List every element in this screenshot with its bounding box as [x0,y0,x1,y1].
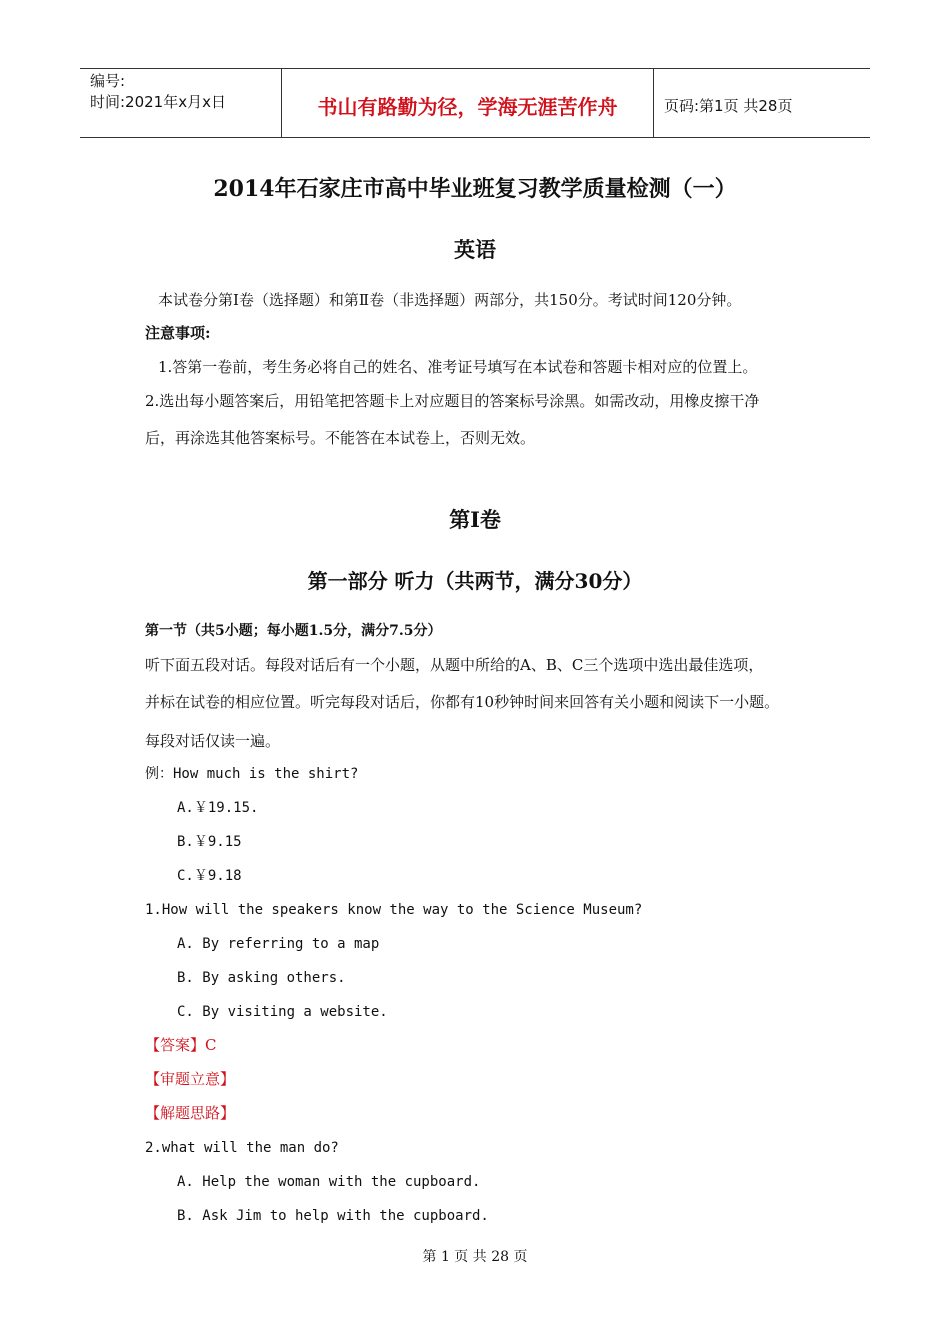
question-1-intent: 【审题立意】 [145,1070,236,1088]
question-2-option-b: B. Ask Jim to help with the cupboard. [177,1208,489,1224]
question-1-idea: 【解题思路】 [145,1104,236,1122]
question-1-option-b: B. By asking others. [177,970,346,986]
question-1: 1.How will the speakers know the way to the Science Museum? [145,902,643,918]
question-1-answer: 【答案】C [145,1036,217,1054]
example-option-b: B.￥9.15 [177,834,242,850]
subject-title: 英语 [454,237,496,262]
question-1-option-a: A. By referring to a map [177,936,380,952]
section-instruction-1: 听下面五段对话。每段对话后有一个小题，从题中所给的A、B、C三个选项中选出最佳选项， [145,656,764,674]
question-2: 2.what will the man do? [145,1140,339,1156]
example-question: 例：How much is the shirt? [145,766,359,782]
intro-text: 本试卷分第Ⅰ卷（选择题）和第Ⅱ卷（非选择题）两部分，共150分。考试时间120分钟。 [158,291,742,309]
page-header [80,68,870,138]
header-page-info: 页码:第1页 共28页 [664,96,793,115]
header-meta [80,69,282,137]
notes-item-2-line-2: 后，再涂选其他答案标号。不能答在本试卷上，否则无效。 [145,429,536,447]
question-2-option-a: A. Help the woman with the cupboard. [177,1174,481,1190]
time-label: 时间:2021年x月x日 [90,93,226,111]
section-heading: 第一节（共5小题；每小题1.5分，满分7.5分） [145,623,442,639]
page-footer: 第 1 页 共 28 页 [422,1249,528,1265]
notes-item-2-line-1: 2.选出每小题答案后，用铅笔把答题卡上对应题目的答案标号涂黑。如需改动，用橡皮擦干净 [145,392,760,410]
number-label: 编号: [90,72,126,90]
example-option-a: A.￥19.15. [177,800,259,816]
example-option-c: C.￥9.18 [177,868,242,884]
notes-heading: 注意事项: [145,324,211,342]
section-instruction-3: 每段对话仅读一遍。 [145,732,281,750]
header-motto: 书山有路勤为径，学海无涯苦作舟 [282,69,654,137]
notes-item-1: 1.答第一卷前，考生务必将自己的姓名、准考证号填写在本试卷和答题卡相对应的位置上。 [158,358,758,376]
volume-title: 第Ⅰ卷 [449,507,501,532]
part-title: 第一部分 听力（共两节，满分30分） [307,569,643,593]
document-title: 2014年石家庄市高中毕业班复习教学质量检测（一） [213,176,737,202]
question-1-option-c: C. By visiting a website. [177,1004,388,1020]
section-instruction-2: 并标在试卷的相应位置。听完每段对话后，你都有10秒钟时间来回答有关小题和阅读下一小题。 [145,693,780,711]
